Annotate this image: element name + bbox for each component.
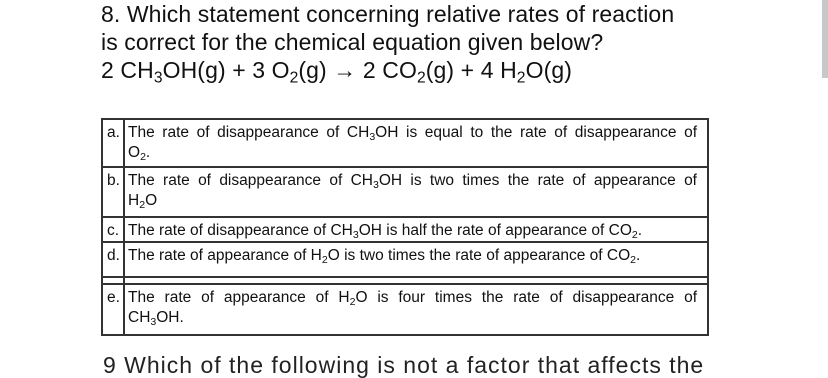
option-a[interactable] <box>103 120 707 168</box>
option-e[interactable] <box>103 285 707 334</box>
option-c[interactable] <box>103 218 707 243</box>
option-text: The rate of disappearance of $CH_3OH$ is equal to the rate of disappearance of $O_2$. <box>128 124 697 163</box>
option-letter: d. <box>103 243 125 276</box>
option-letter: b. <box>103 168 125 216</box>
option-spacer <box>103 278 707 285</box>
option-letter: e. <box>103 285 125 334</box>
option-text: The rate of disappearance of $CH_3OH$ is two times the rate of appearance of $H_2O$ <box>128 172 697 211</box>
answer-options-table <box>101 118 709 336</box>
question-line-1: 8. Which statement concerning relative rates of reaction <box>101 1 675 27</box>
question-text <box>101 0 751 87</box>
chemical-equation: 2 $CH_3OH(g) + 3$ $O_2(g) \to 2$ $CO_2(g) + 4$ $H_2O(g)$ <box>101 57 572 87</box>
option-letter: c. <box>103 218 125 241</box>
option-text: The rate of appearance of $H_2O$ is two times the rate of appearance of $CO_2$. <box>128 247 641 266</box>
option-d[interactable] <box>103 243 707 278</box>
option-text-spacer <box>125 278 707 283</box>
option-text: The rate of appearance of $H_2O$ is four times the rate of disappearance of $CH_3OH$. <box>128 289 697 328</box>
scrollbar[interactable] <box>822 0 828 78</box>
question-line-2: is correct for the chemical equation given below? <box>101 29 604 55</box>
option-letter: a. <box>103 120 125 166</box>
option-text: The rate of disappearance of $CH_3OH$ is half the rate of appearance of $CO_2$. <box>128 222 643 241</box>
next-question-partial: 9 Which of the following is not a factor that affects the <box>103 352 705 378</box>
option-b[interactable] <box>103 168 707 218</box>
option-letter-spacer <box>103 278 125 283</box>
